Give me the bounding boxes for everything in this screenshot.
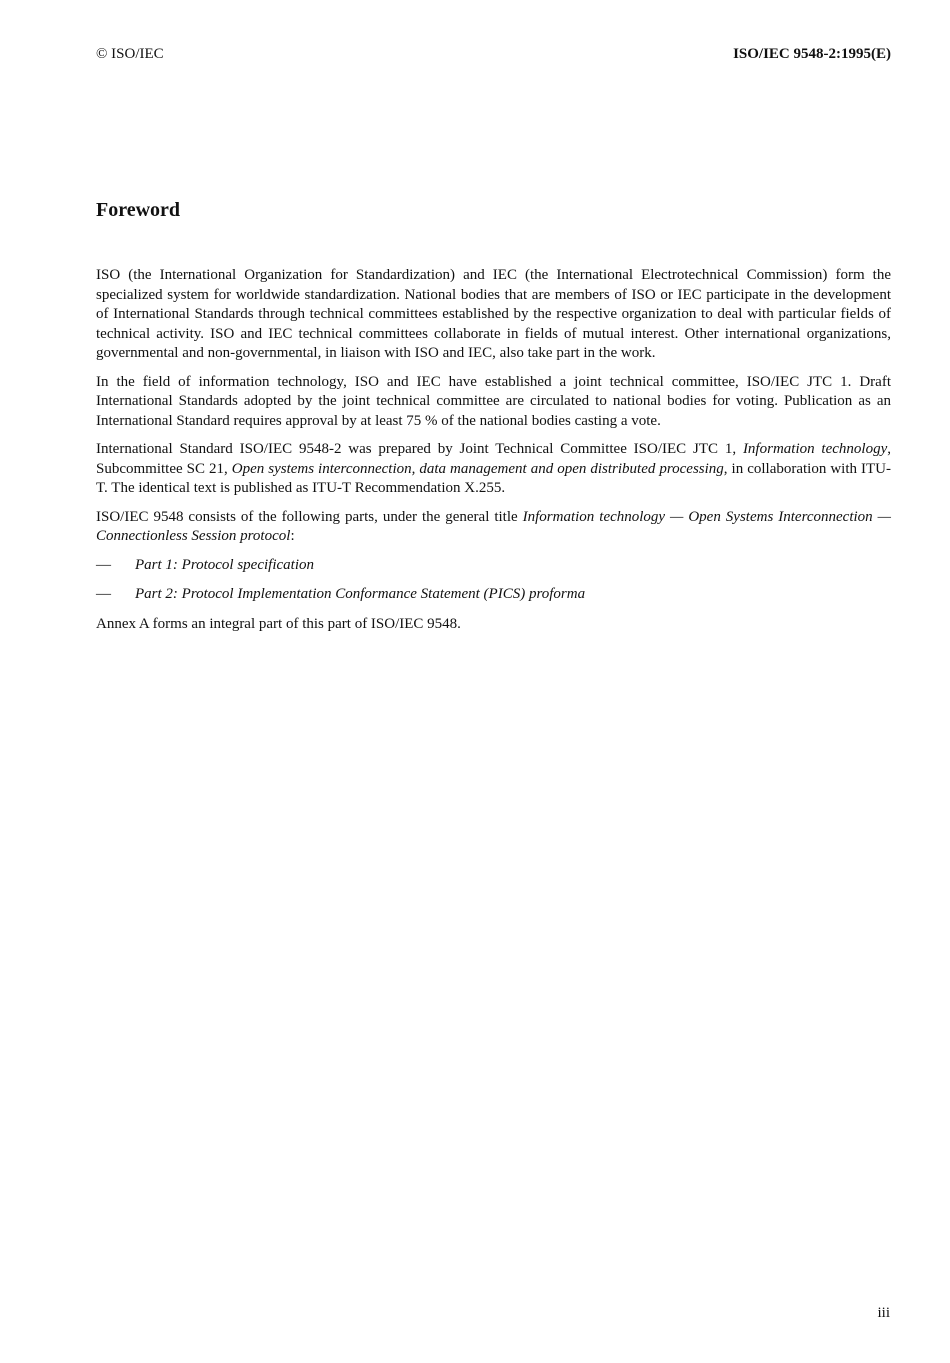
paragraph-annex: Annex A forms an integral part of this part of ISO/IEC 9548. — [96, 615, 461, 632]
page-header — [96, 46, 891, 66]
foreword-section — [96, 198, 891, 643]
page-title: Foreword — [96, 199, 181, 221]
list-dash: — — [96, 586, 111, 602]
part-1-title: Part 1: Protocol specification — [135, 556, 314, 573]
parts-intro-text-a: ISO/IEC 9548 consists of the following parts, under the general title — [96, 508, 523, 525]
list-item-part-1 — [96, 556, 891, 576]
parts-intro-colon: : — [290, 528, 295, 544]
paragraph-iso-iec-intro: ISO (the International Organization for Standardization) and IEC (the International Electrotechnical Commission) form the specialized system for worldwide standardization. National bodies that are members of ISO or IEC participate in the development of International Standards through technical committees established by the respective organization to deal with particular fields of technical activity. ISO and IEC technical committees collaborate in fields of mutual interest. Other international organizations, governmental and non-governmental, in liaison with ISO and IEC, also take part in the work. — [96, 267, 891, 361]
list-dash: — — [96, 556, 111, 573]
copyright-label: © ISO/IEC — [96, 46, 164, 62]
paragraph-jtc1: In the field of information technology, ISO and IEC have established a joint technical committee, ISO/IEC JTC 1. Draft International Standards adopted by the joint technical committee are circulated to national bodies for voting. Publication as an International Standard requires approval by at least 75 % of the national bodies casting a vote. — [96, 373, 891, 429]
preparation-text-a: International Standard ISO/IEC 9548-2 was prepared by Joint Technical Committee ISO/IEC JTC 1, — [96, 441, 743, 457]
page-number: iii — [877, 1305, 890, 1321]
general-title-italic: Information technology — Open Systems Interconnection — Connectionless Session protocol — [96, 508, 891, 544]
part-2-title: Part 2: Protocol Implementation Conformance Statement (PICS) proforma — [135, 586, 586, 602]
subcommittee-title-italic: Open systems interconnection, data management and open distributed processing — [231, 460, 724, 477]
paragraph-parts-intro — [96, 508, 891, 547]
preparation-text-e: , in collaboration with ITU-T. The identical text is published as ITU-T Recommendation X.255. — [96, 460, 891, 496]
preparation-text-c: , Subcommittee SC 21, — [96, 441, 891, 477]
list-item-part-2 — [96, 585, 891, 605]
preparation-title-italic: Information technology — [742, 441, 888, 457]
paragraph-preparation — [96, 440, 891, 499]
document-identifier: ISO/IEC 9548-2:1995(E) — [733, 46, 891, 62]
